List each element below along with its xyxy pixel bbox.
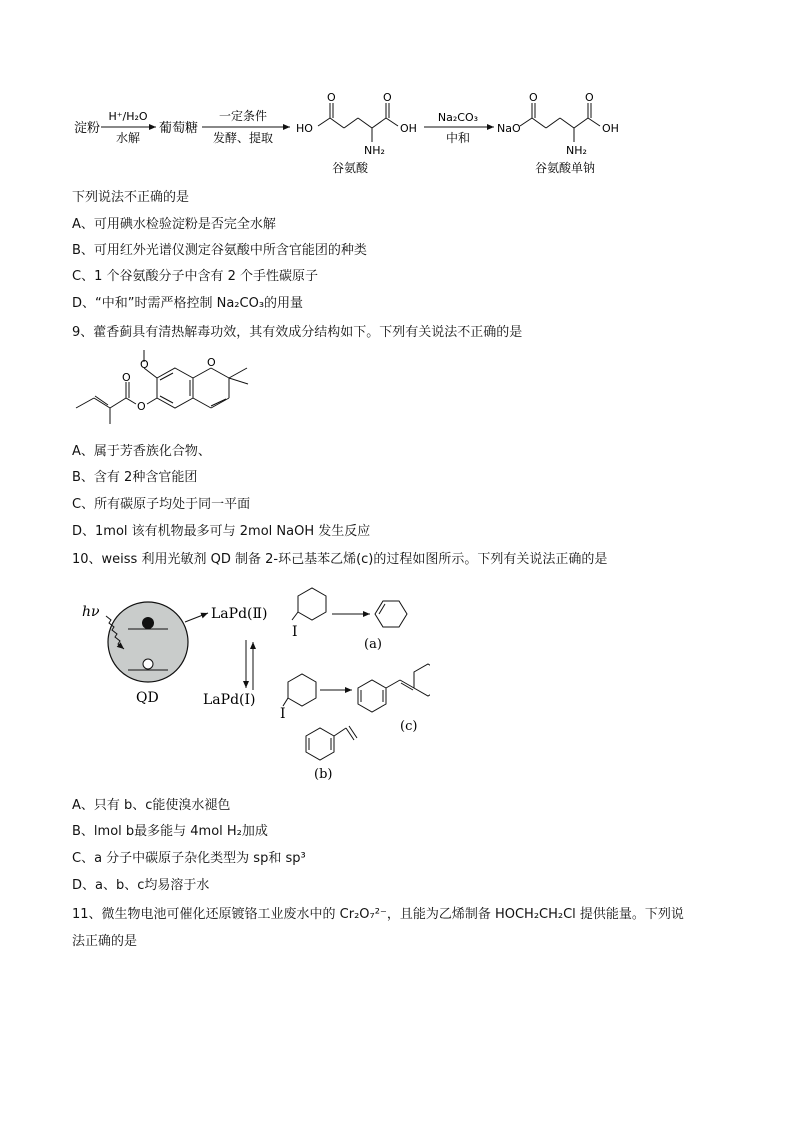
- q8-option-c: C、1 个谷氨酸分子中含有 2 个手性碳原子: [72, 269, 319, 284]
- ageratochromene-structure: [60, 340, 280, 435]
- q9-option-b: B、含有 2种含官能团: [72, 470, 198, 485]
- scheme-glucose: 葡萄糖: [159, 121, 199, 136]
- glu-o1: O: [327, 91, 336, 104]
- electron-dot: [142, 617, 154, 629]
- iodine-bottom: I: [280, 706, 286, 722]
- glu-oh: OH: [400, 122, 417, 135]
- qd-label: QD: [136, 690, 159, 706]
- glu-nh2: NH₂: [364, 144, 385, 157]
- product-c: [358, 664, 430, 712]
- label-c: (c): [400, 719, 418, 734]
- glutamic-acid-structure: [318, 103, 398, 142]
- msg-o1: O: [529, 91, 538, 104]
- glutamate-reaction-scheme: [0, 0, 794, 185]
- msg-o2: O: [585, 91, 594, 104]
- lapd-ii: LaPd(Ⅱ): [211, 606, 268, 622]
- q9-o-carbonyl: O: [122, 371, 131, 384]
- msg-nao: NaO: [497, 122, 521, 135]
- q10-option-c: C、a 分子中碳原子杂化类型为 sp和 sp³: [72, 851, 306, 866]
- step1-condition: 水解: [115, 131, 141, 145]
- q9-o-ester: O: [137, 400, 146, 413]
- step2-reagent: 一定条件: [218, 109, 268, 123]
- step2-condition: 发酵、提取: [212, 131, 274, 145]
- msg-structure: [520, 103, 600, 142]
- q9-option-c: C、所有碳原子均处于同一平面: [72, 497, 251, 512]
- msg-label: 谷氨酸单钠: [534, 161, 596, 175]
- q11-stem-line2: 法正确的是: [72, 934, 138, 949]
- glu-ho: HO: [296, 122, 313, 135]
- q10-option-b: B、lmol b最多能与 4mol H₂加成: [72, 824, 268, 839]
- q9-o-methoxy: O: [140, 358, 149, 371]
- iodine-top: I: [292, 624, 298, 640]
- step3-condition: 中和: [445, 131, 471, 145]
- label-a: (a): [364, 637, 382, 652]
- msg-oh: OH: [602, 122, 619, 135]
- q11-stem-line1: 11、微生物电池可催化还原镀铬工业废水中的 Cr₂O₇²⁻，且能为乙烯制备 HOCH₂CH₂Cl 提供能量。下列说: [72, 907, 684, 922]
- lapd-i: LaPd(Ⅰ): [203, 692, 256, 708]
- q8-option-a: A、可用碘水检验淀粉是否完全水解: [72, 217, 276, 232]
- q10-option-a: A、只有 b、c能使溴水褪色: [72, 798, 231, 813]
- q8-option-d: D、“中和”时需严格控制 Na₂CO₃的用量: [72, 296, 304, 311]
- q10-stem: 10、weiss 利用光敏剂 QD 制备 2-环己基苯乙烯(c)的过程如图所示。下列有关说法正确的是: [72, 552, 608, 567]
- q9-stem: 9、藿香蓟具有清热解毒功效，其有效成分结构如下。下列有关说法不正确的是: [72, 325, 523, 340]
- q8-stem: 下列说法不正确的是: [72, 190, 190, 205]
- hole-dot: [143, 659, 153, 669]
- step3-reagent: Na₂CO₃: [437, 111, 479, 124]
- q8-option-b: B、可用红外光谱仪测定谷氨酸中所含官能团的种类: [72, 243, 367, 258]
- photocatalysis-diagram: [70, 578, 430, 790]
- step1-reagent: H⁺/H₂O: [108, 110, 148, 123]
- msg-nh2: NH₂: [566, 144, 587, 157]
- label-b: (b): [314, 767, 333, 782]
- scheme-start: 淀粉: [74, 121, 101, 136]
- q9-o-ring: O: [207, 356, 216, 369]
- q10-option-d: D、a、b、c均易溶于水: [72, 878, 210, 893]
- styrene-b: [306, 726, 357, 760]
- q9-option-d: D、1mol 该有机物最多可与 2mol NaOH 发生反应: [72, 524, 371, 539]
- glu-label: 谷氨酸: [331, 161, 369, 175]
- hv-label: hν: [82, 604, 100, 620]
- q9-option-a: A、属于芳香族化合物、: [72, 444, 211, 459]
- glu-o2: O: [383, 91, 392, 104]
- cyclohexene-a: [375, 601, 407, 627]
